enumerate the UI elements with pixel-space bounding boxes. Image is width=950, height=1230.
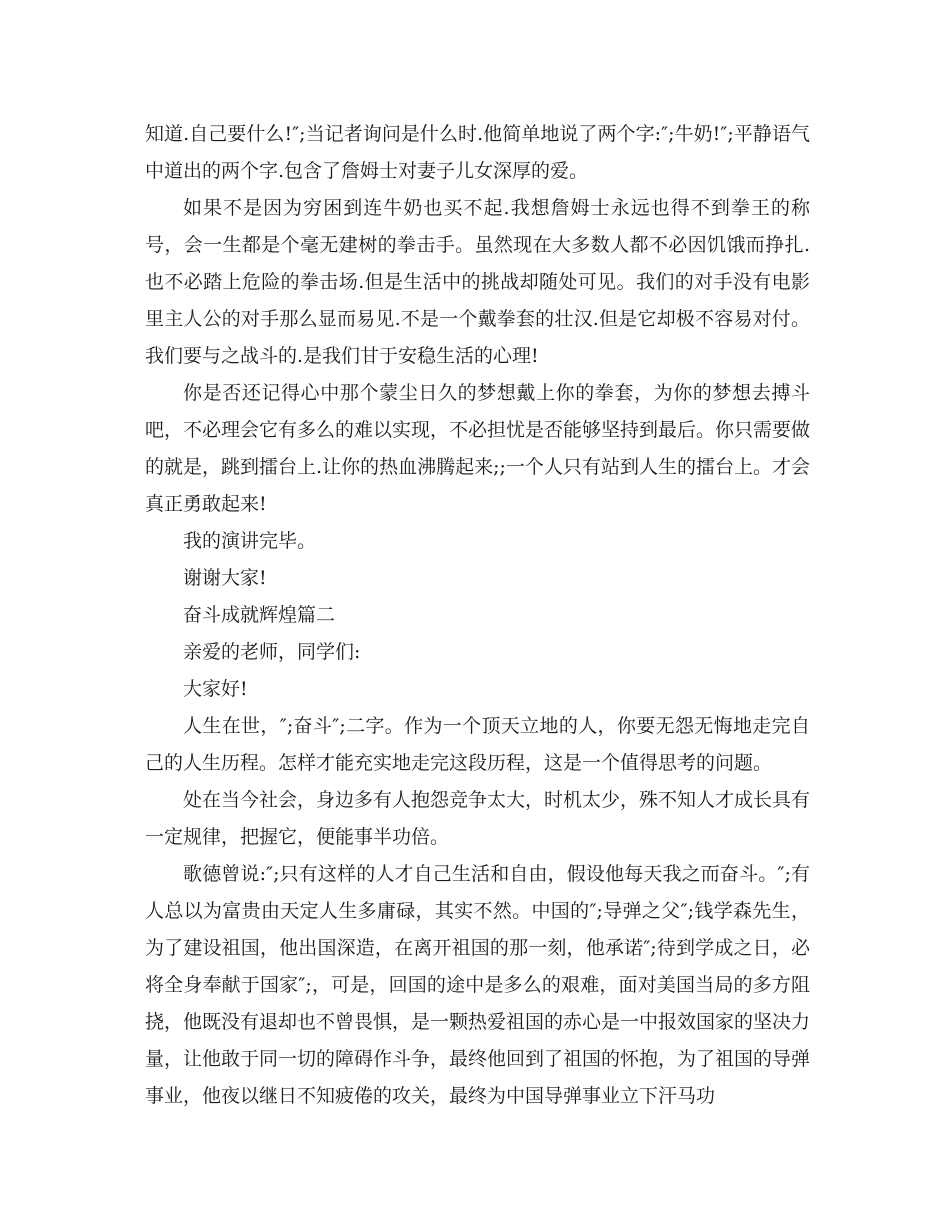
paragraph: 处在当今社会，身边多有人抱怨竞争太大，时机太少，殊不知人才成长具有一定规律，把握它，便能事半功倍。 bbox=[145, 789, 811, 848]
paragraph: 你是否还记得心中那个蒙尘日久的梦想戴上你的拳套，为你的梦想去搏斗吧，不必理会它有多么的难以实现，不必担忧是否能够坚持到最后。你只需要做的就是，跳到擂台上.让你的热血沸腾起来;;一个人只有站到人生的擂台上。才会真正勇敢起来! bbox=[145, 382, 811, 515]
salutation: 亲爱的老师，同学们: bbox=[183, 641, 361, 663]
paragraph: 歌德曾说:″;只有这样的人才自己生活和自由，假设他每天我之而奋斗。″;有人总以为富贵由天定人生多庸碌，其实不然。中国的″;导弹之父″;钱学森先生，为了建设祖国，他出国深造，在离开祖国的那一刻，他承诺″;待到学成之日，必将全身奉献于国家″;，可是，回国的途中是多么的艰难，面对美国当局的多方阻挠，他既没有退却也不曾畏惧，是一颗热爱祖国的赤心是一中报效国家的坚决力量，让他敢于同一切的障碍作斗争，最终他回到了祖国的怀抱，为了祖国的导弹事业，他夜以继日不知疲倦的攻关，最终为中国导弹事业立下汗马功 bbox=[145, 863, 811, 1107]
thanks-line: 谢谢大家! bbox=[183, 567, 267, 589]
paragraph: 人生在世，″;奋斗″;二字。作为一个顶天立地的人，你要无怨无悔地走完自己的人生历程。怎样才能充实地走完这段历程，这是一个值得思考的问题。 bbox=[145, 715, 810, 774]
closing-line: 我的演讲完毕。 bbox=[183, 530, 317, 552]
paragraph: 如果不是因为穷困到连牛奶也买不起.我想詹姆士永远也得不到拳王的称号，会一生都是个毫无建树的拳击手。虽然现在大多数人都不必因饥饿而挣扎.也不必踏上危险的拳击场.但是生活中的挑战却随处可见。我们的对手没有电影里主人公的对手那么显而易见.不是一个戴拳套的壮汉.但是它却极不容易对付。我们要与之战斗的.是我们甘于安稳生活的心理! bbox=[145, 197, 810, 367]
document-body bbox=[145, 116, 810, 1115]
greeting: 大家好! bbox=[183, 678, 248, 700]
paragraph-continued: 知道.自己要什么!″;当记者询问是什么时.他简单地说了两个字:″;牛奶!″;平静语气中道出的两个字.包含了詹姆士对妻子儿女深厚的爱。 bbox=[145, 123, 810, 182]
section-title: 奋斗成就辉煌篇二 bbox=[183, 604, 336, 626]
